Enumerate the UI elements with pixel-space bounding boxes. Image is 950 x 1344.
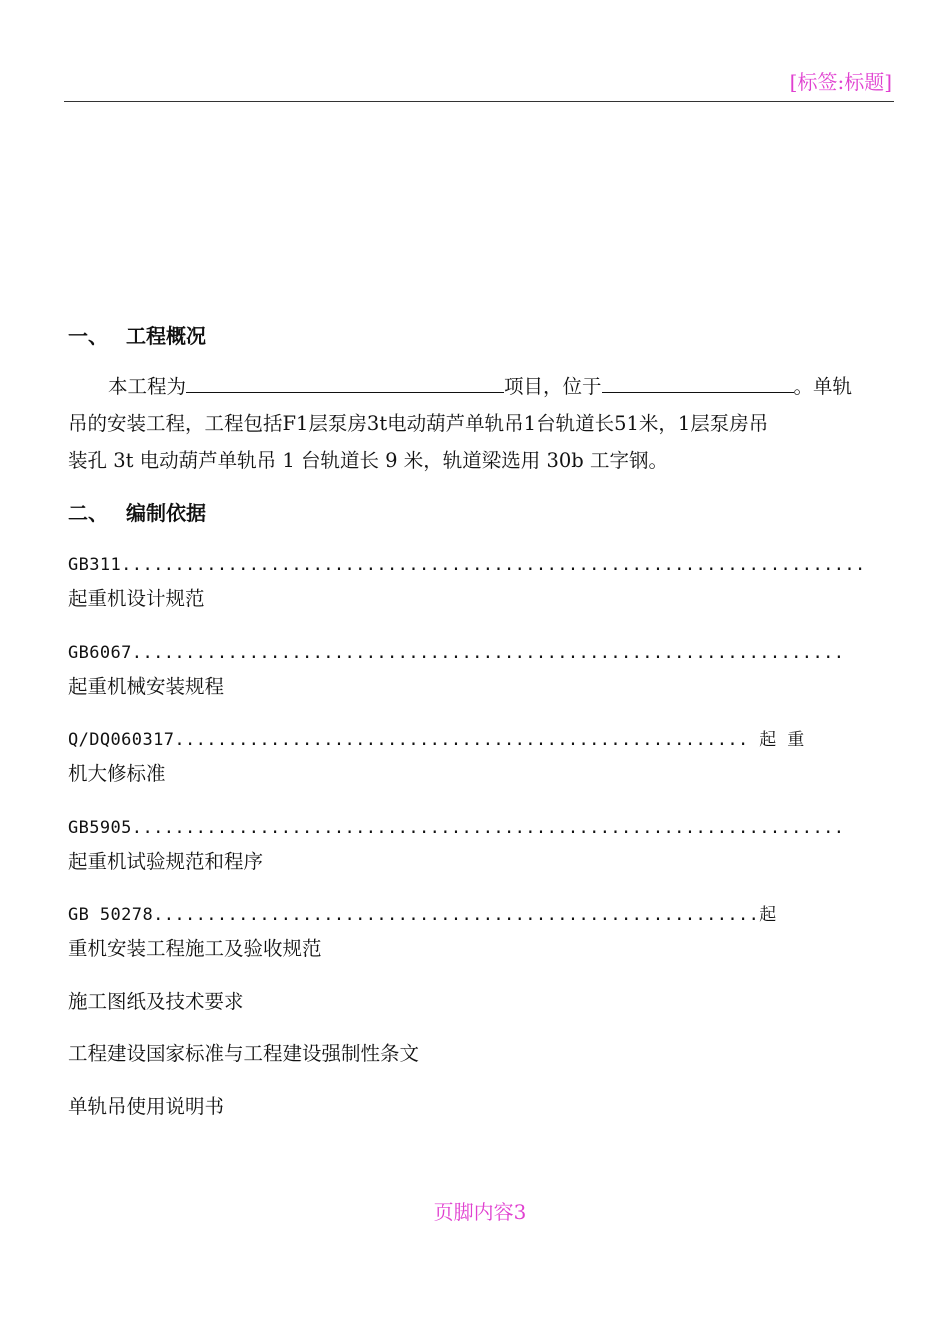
reference-code-line: GB311......................................................................: [68, 555, 866, 575]
overview-line-3: 装孔 3t 电动葫芦单轨吊 1 台轨道长 9 米，轨道梁选用 30b 工字钢。: [68, 449, 668, 472]
overview-line-1: 本工程为 项目，位于 。单轨: [68, 368, 894, 405]
section-number: 二、: [68, 501, 108, 525]
reference-plain: 施工图纸及技术要求: [68, 990, 244, 1013]
reference-plain: 工程建设国家标准与工程建设强制性条文: [68, 1042, 420, 1065]
reference-item: [68, 636, 894, 704]
reference-item: [68, 811, 894, 879]
header-tag: [标签:标题]: [789, 70, 892, 94]
reference-item: [68, 898, 894, 966]
reference-code-line: GB5905...................................................................: [68, 818, 845, 838]
section-title: 工程概况: [126, 324, 206, 348]
overview-line-2: 吊的安装工程，工程包括F1层泵房3t电动葫芦单轨吊1台轨道长51米，1层泵房吊: [68, 412, 769, 435]
section-number: 一、: [68, 324, 108, 348]
reference-code-line: GB 50278.........................................................起: [68, 905, 777, 925]
reference-plain: 单轨吊使用说明书: [68, 1095, 225, 1118]
reference-item: [68, 723, 894, 791]
location-blank: [602, 370, 794, 393]
reference-title-line: 起重机设计规范: [68, 587, 205, 610]
reference-item: [68, 548, 894, 616]
reference-code-line: GB6067...................................................................: [68, 643, 845, 663]
section-title: 编制依据: [126, 501, 206, 525]
header-divider: [64, 101, 894, 102]
page-footer: 页脚内容3: [433, 1200, 527, 1224]
reference-title-line: 重机安装工程施工及验收规范: [68, 937, 322, 960]
section-heading-basis: [68, 497, 206, 526]
overview-paragraph: [68, 368, 894, 479]
reference-title-line: 起重机试验规范和程序: [68, 850, 264, 873]
reference-title-line: 起重机械安装规程: [68, 675, 225, 698]
section-heading-overview: [68, 320, 206, 349]
reference-code-line: Q/DQ060317...................................................... 起 重: [68, 730, 805, 750]
reference-title-line: 机大修标准: [68, 762, 166, 785]
project-name-blank: [186, 370, 504, 393]
